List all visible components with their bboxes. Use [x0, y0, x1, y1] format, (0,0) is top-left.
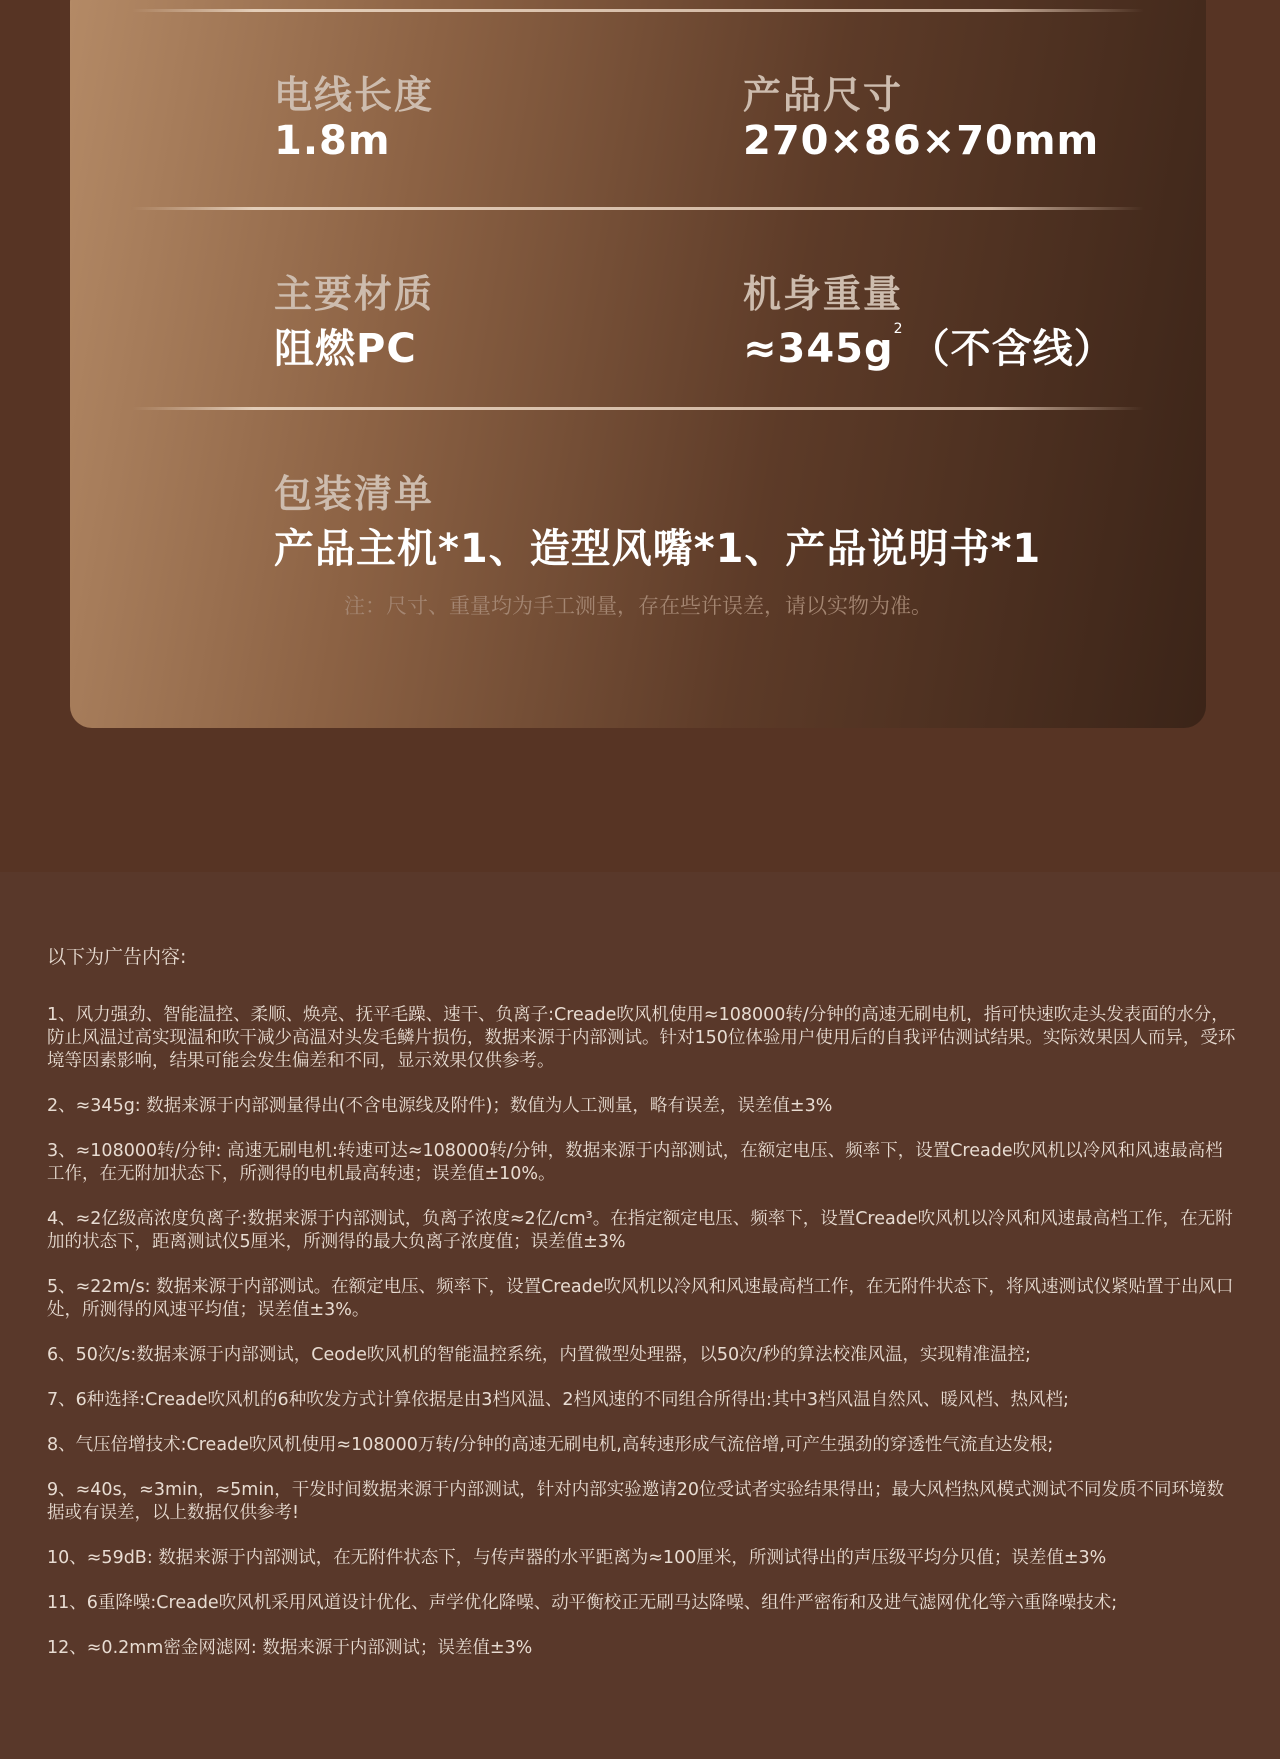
ad-item: 12、≈0.2mm密金网滤网: 数据来源于内部测试；误差值±3%: [47, 1638, 533, 1658]
ad-item: 8、气压倍增技术:Creade吹风机使用≈108000万转/分钟的高速无刷电机,高转速形成气流倍增,可产生强劲的穿透性气流直达发根;: [47, 1435, 1054, 1455]
ad-disclaimer-list: [47, 1004, 1237, 1682]
ad-item: 1、风力强劲、智能温控、柔顺、焕亮、抚平毛躁、速干、负离子:Creade吹风机使用≈108000转/分钟的高速无刷电机，指可快速吹走头发表面的水分，防止风温过高实现温和吹干减少高温对头发毛鳞片损伤，数据来源于内部测试。针对150位体验用户使用后的自我评估测试结果。实际效果因人而异，受环境等因素影响，结果可能会发生偏差和不同，显示效果仅供参考。: [47, 1005, 1236, 1071]
cable-length-value: 1.8m: [274, 118, 391, 164]
ad-item: 2、≈345g: 数据来源于内部测量得出(不含电源线及附件)；数值为人工测量，略有误差，误差值±3%: [47, 1096, 833, 1116]
ad-section: [0, 872, 1280, 1759]
spec-card: [70, 0, 1206, 728]
spec-section: [0, 0, 1280, 872]
cable-length-label: 电线长度: [274, 73, 435, 117]
divider: [132, 207, 1144, 210]
ad-item: 5、≈22m/s: 数据来源于内部测试。在额定电压、频率下，设置Creade吹风机以冷风和风速最高档工作，在无附件状态下，将风速测试仪紧贴置于出风口处，所测得的风速平均值；误差值±3%。: [47, 1277, 1234, 1320]
ad-item: 4、≈2亿级高浓度负离子:数据来源于内部测试，负离子浓度≈2亿/cm³。在指定额定电压、频率下，设置Creade吹风机以冷风和风速最高档工作，在无附加的状态下，距离测试仪5厘米，所测得的最大负离子浓度值；误差值±3%: [47, 1209, 1233, 1252]
ad-item: 10、≈59dB: 数据来源于内部测试，在无附件状态下，与传声器的水平距离为≈100厘米，所测试得出的声压级平均分贝值；误差值±3%: [47, 1548, 1107, 1568]
ad-item: 9、≈40s，≈3min，≈5min，干发时间数据来源于内部测试，针对内部实验邀请20位受试者实验结果得出；最大风档热风模式测试不同发质不同环境数据或有误差，以上数据仅供参考!: [47, 1480, 1225, 1523]
ad-item: 6、50次/s:数据来源于内部测试，Ceode吹风机的智能温控系统，内置微型处理器，以50次/秒的算法校准风温，实现精准温控;: [47, 1345, 1031, 1365]
ad-header: 以下为广告内容:: [47, 946, 187, 968]
material-value: 阻燃PC: [274, 326, 417, 372]
measurement-note: 注：尺寸、重量均为手工测量，存在些许误差，请以实物为准。: [344, 594, 932, 618]
ad-item: 7、6种选择:Creade吹风机的6种吹发方式计算依据是由3档风温、2档风速的不同组合所得出:其中3档风温自然风、暖风档、热风档;: [47, 1390, 1069, 1410]
weight-value-suffix: （不含线）: [909, 326, 1115, 372]
weight-value: [743, 317, 1115, 374]
ad-item: 11、6重降噪:Creade吹风机采用风道设计优化、声学优化降噪、动平衡校正无刷马达降噪、组件严密衔和及进气滤网优化等六重降噪技术;: [47, 1593, 1118, 1613]
weight-value-main: ≈345g: [743, 326, 894, 372]
divider: [132, 407, 1144, 410]
product-size-value: 270×86×70mm: [743, 118, 1100, 164]
weight-label: 机身重量: [743, 272, 904, 316]
package-value: 产品主机*1、造型风嘴*1、产品说明书*1: [274, 526, 1042, 572]
package-label: 包装清单: [274, 472, 435, 516]
ad-item: 3、≈108000转/分钟: 高速无刷电机:转速可达≈108000转/分钟，数据来源于内部测试，在额定电压、频率下，设置Creade吹风机以冷风和风速最高档工作，在无附加状态下，所测得的电机最高转速；误差值±10%。: [47, 1141, 1223, 1184]
product-size-label: 产品尺寸: [743, 73, 904, 117]
weight-footnote-mark: 2: [893, 321, 904, 337]
divider: [132, 9, 1144, 12]
material-label: 主要材质: [274, 272, 435, 316]
